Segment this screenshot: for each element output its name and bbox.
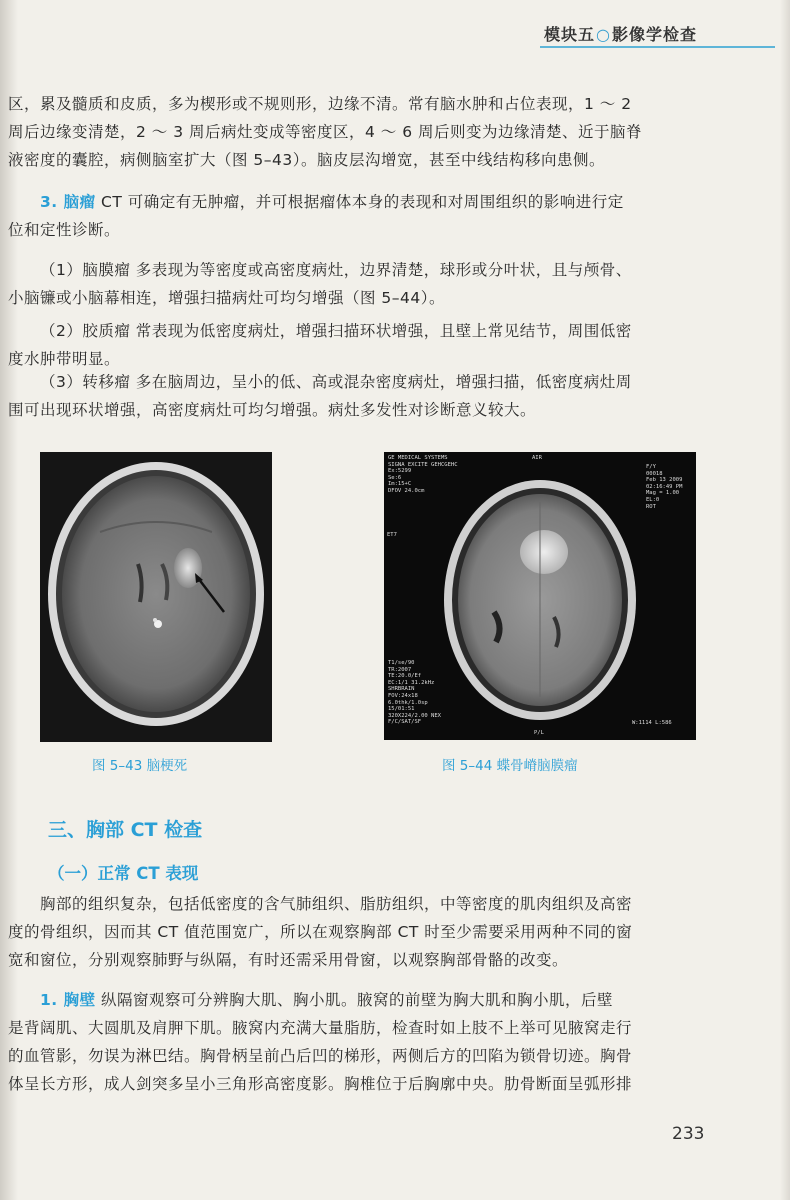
header-module: 模块五 — [544, 25, 596, 44]
paragraph-chest-overview — [8, 890, 708, 974]
text-line: 纵隔窗观察可分辨胸大肌、胸小肌。腋窝的前壁为胸大肌和胸小肌，后壁 — [95, 991, 614, 1009]
paragraph-infarct — [8, 90, 708, 174]
text-line: 液密度的囊腔，病侧脑室扩大（图 5–43）。脑皮层沟增宽，甚至中线结构移向患侧。 — [8, 151, 606, 169]
paragraph-meningioma — [8, 256, 708, 312]
text-line: （3）转移瘤 多在脑周边，呈小的低、高或混杂密度病灶，增强扫描，低密度病灶周 — [40, 373, 632, 391]
text-line: 宽和窗位，分别观察肺野与纵隔，有时还需采用骨窗，以观察胸部骨骼的改变。 — [8, 951, 569, 969]
mri-overlay-bottom: P/L — [534, 730, 544, 736]
paragraph-heading: 1. 胸壁 — [40, 991, 96, 1009]
text-line: 是背阔肌、大圆肌及肩胛下肌。腋窝内充满大量脂肪，检查时如上肢不上举可见腋窝走行 — [8, 1019, 633, 1037]
page-edge-shadow — [780, 0, 790, 1200]
figure-5-43-caption: 图 5–43 脑梗死 — [92, 758, 188, 774]
text-line: 度水肿带明显。 — [8, 350, 121, 368]
page-number: 233 — [672, 1124, 705, 1144]
text-line: 区，累及髓质和皮质，多为楔形或不规则形，边缘不清。常有脑水肿和占位表现，1 ～ 2 — [8, 95, 632, 113]
text-line: CT 可确定有无肿瘤，并可根据瘤体本身的表现和对周围组织的影响进行定 — [95, 193, 624, 211]
text-line: 周后边缘变清楚，2 ～ 3 周后病灶变成等密度区，4 ～ 6 周后则变为边缘清楚、近于脑脊 — [8, 123, 643, 141]
header-separator-icon: ○ — [596, 25, 611, 44]
text-line: 胸部的组织复杂，包括低密度的含气肺组织、脂肪组织，中等密度的肌肉组织及高密 — [40, 895, 633, 913]
mri-overlay-bottom-left: T1/se/90 TR:2007 TE:20.0/Ef EC:1/1 31.2kHz SHRBRAIN FOV:24x18 6.0thk/1.0sp 15/01:51 320X224/2.00 NEX F/C/SAT/SF — [388, 660, 441, 726]
header-chapter: 影像学检查 — [611, 25, 697, 44]
text-line: 小脑镰或小脑幕相连，增强扫描病灶可均匀增强（图 5–44）。 — [8, 289, 446, 307]
paragraph-chest-wall — [8, 986, 708, 1098]
section-title-chest-ct: 三、胸部 CT 检查 — [48, 819, 203, 841]
header-title — [544, 22, 697, 45]
figure-5-44-mri-image — [384, 452, 696, 740]
running-header — [0, 0, 790, 60]
text-line: 围可出现环状增强，高密度病灶可均匀增强。病灶多发性对诊断意义较大。 — [8, 401, 537, 419]
figure-5-43-ct-image — [40, 452, 272, 742]
text-line: 体呈长方形，成人剑突多呈小三角形高密度影。胸椎位于后胸廓中央。肋骨断面呈弧形排 — [8, 1075, 633, 1093]
text-line: 度的骨组织，因而其 CT 值范围宽广，所以在观察胸部 CT 时至少需要采用两种不同的窗 — [8, 923, 633, 941]
figure-5-44-caption: 图 5–44 蝶骨嵴脑膜瘤 — [442, 758, 578, 774]
mri-overlay-left: ET7 — [387, 532, 397, 538]
subsection-title-normal-ct: （一）正常 CT 表现 — [48, 864, 199, 883]
paragraph-glioma — [8, 317, 708, 373]
mri-overlay-top: AIR — [532, 455, 542, 461]
mri-overlay-top-right: F/Y 00018 Feb 13 2009 02:16:49 PM Mag = 1.00 EL:0 ROT — [646, 464, 683, 510]
text-line: （2）胶质瘤 常表现为低密度病灶，增强扫描环状增强，且壁上常见结节，周围低密 — [40, 322, 632, 340]
text-line: 位和定性诊断。 — [8, 221, 121, 239]
paragraph-heading: 3. 脑瘤 — [40, 193, 96, 211]
header-rule — [540, 46, 775, 48]
text-line: （1）脑膜瘤 多表现为等密度或高密度病灶，边界清楚，球形或分叶状，且与颅骨、 — [40, 261, 632, 279]
brain-ct-scan-icon — [40, 452, 272, 742]
paragraph-metastasis — [8, 368, 708, 424]
mri-overlay-top-left: GE MEDICAL SYSTEMS SIGNA EXCITE GEHCGEHC Ex:5299 Se:6 Im:15+C DFOV 24.0cm — [388, 455, 458, 494]
mri-overlay-bottom-right: W:1114 L:586 — [632, 720, 672, 726]
paragraph-brain-tumor — [8, 188, 708, 244]
text-line: 的血管影，勿误为淋巴结。胸骨柄呈前凸后凹的梯形，两侧后方的凹陷为锁骨切迹。胸骨 — [8, 1047, 633, 1065]
